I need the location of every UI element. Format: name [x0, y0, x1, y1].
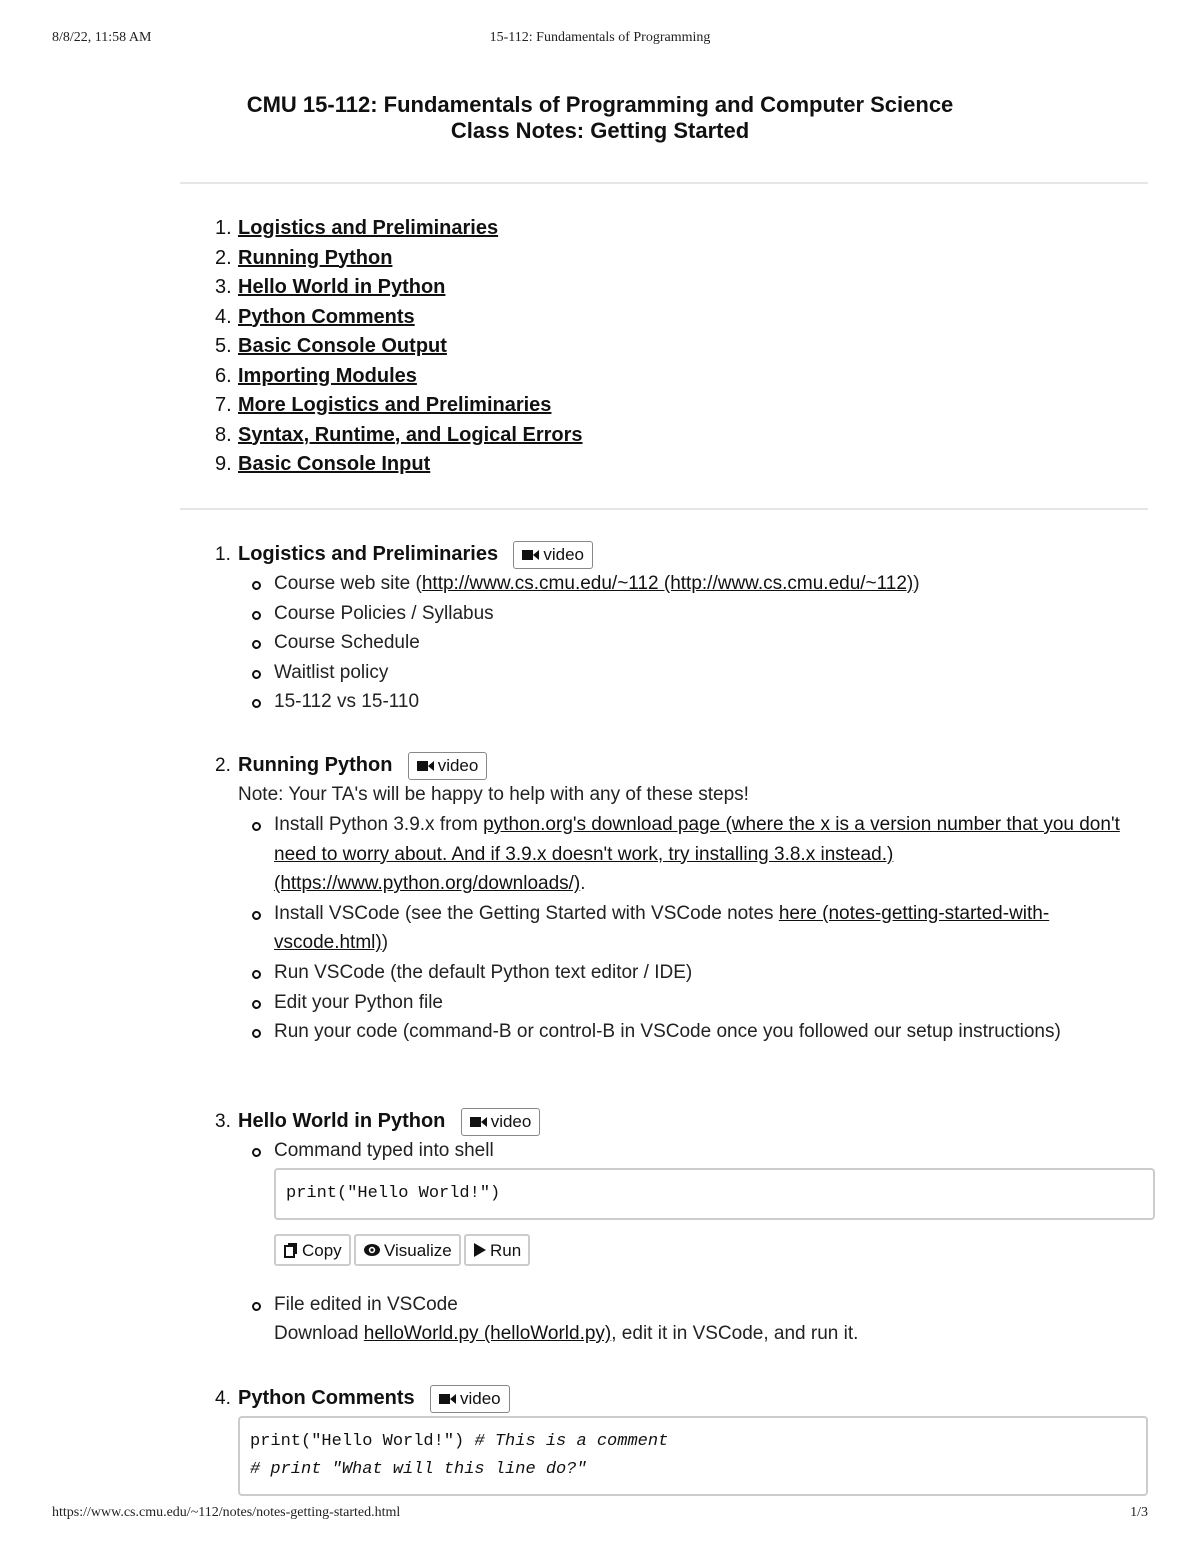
bullet-list	[215, 810, 1155, 1047]
run-button[interactable]	[464, 1234, 530, 1266]
video-button[interactable]	[408, 752, 488, 780]
video-camera-icon	[439, 1393, 457, 1405]
play-icon	[473, 1242, 487, 1258]
list-item: Edit your Python file	[274, 988, 1155, 1018]
video-button-label: video	[459, 1388, 501, 1408]
print-footer	[0, 1505, 1200, 1525]
section-number: 4.	[215, 1388, 231, 1409]
bullet-list	[215, 569, 1155, 717]
print-header	[0, 30, 1200, 50]
video-button-label: video	[543, 544, 585, 564]
list-item: Run your code (command-B or control-B in VSCode once you followed our setup instructions)	[274, 1017, 1155, 1047]
section-heading	[215, 539, 1155, 569]
list-item-text: , edit it in VSCode, and run it.	[611, 1323, 859, 1345]
print-datetime: 8/8/22, 11:58 AM	[52, 30, 152, 45]
toc-link-errors[interactable]: Syntax, Runtime, and Logical Errors	[238, 423, 583, 446]
code-block[interactable]	[274, 1168, 1155, 1220]
print-url: https://www.cs.cmu.edu/~112/notes/notes-getting-started.html	[52, 1505, 401, 1520]
section-heading	[215, 750, 1155, 780]
list-item	[274, 810, 1155, 899]
toc-item	[215, 273, 583, 303]
code-line	[250, 1428, 1136, 1456]
copy-button-label: Copy	[302, 1240, 342, 1260]
video-button-label: video	[490, 1111, 532, 1131]
list-item: Course Policies / Syllabus	[274, 599, 1155, 629]
toc-link-console-input[interactable]: Basic Console Input	[238, 453, 431, 475]
page-title-line2: Class Notes: Getting Started	[450, 118, 750, 143]
visualize-button[interactable]	[354, 1234, 461, 1266]
section-number: 1.	[215, 544, 231, 565]
section-running-python	[215, 750, 1155, 1047]
table-of-contents	[215, 214, 583, 480]
toc-number: 5.	[215, 335, 232, 357]
toc-item	[215, 391, 583, 421]
video-button[interactable]	[430, 1385, 510, 1413]
code-comment: # This is a comment	[474, 1432, 669, 1451]
list-item-text: )	[913, 573, 920, 594]
toc-link-console-output[interactable]: Basic Console Output	[238, 335, 447, 357]
print-page-title: 15-112: Fundamentals of Programming	[489, 30, 711, 45]
list-item: Course Schedule	[274, 628, 1155, 658]
toc-item	[215, 362, 583, 392]
list-item-text: File edited in VSCode	[274, 1293, 458, 1315]
code-line: print("Hello World!")	[286, 1183, 501, 1203]
toc-number: 2.	[215, 246, 232, 269]
section-number: 3.	[215, 1111, 231, 1132]
list-item-text: .	[580, 873, 586, 895]
visualize-button-label: Visualize	[383, 1240, 452, 1260]
page-number: 1/3	[1130, 1505, 1148, 1520]
list-item-text: Course web site (	[274, 573, 422, 594]
code-text: print("Hello World!")	[250, 1432, 475, 1451]
toc-item	[215, 450, 583, 480]
list-item-text: Command typed into shell	[274, 1140, 494, 1161]
vscode-notes-link[interactable]: here (notes-getting-started-with-vscode.html)	[274, 902, 1050, 954]
divider	[180, 182, 1148, 184]
toc-number: 6.	[215, 364, 232, 387]
toc-item	[215, 303, 583, 333]
toc-number: 7.	[215, 394, 232, 416]
section-title: Python Comments	[238, 1387, 415, 1409]
section-number: 2.	[215, 755, 231, 776]
toc-link-logistics[interactable]: Logistics and Preliminaries	[238, 217, 499, 239]
section-title: Running Python	[238, 754, 393, 776]
page-title-line1: CMU 15-112: Fundamentals of Programming and Computer Science	[246, 92, 954, 117]
toc-item	[215, 244, 583, 274]
python-download-link[interactable]: python.org's download page (where the x is a version number that you don't need to worry about. And if 3.9.x doesn't work, try installing 3.8.x instead.) (https://www.python.org/downloads/)	[274, 814, 1120, 895]
list-item: 15-112 vs 15-110	[274, 687, 1155, 717]
run-button-label: Run	[489, 1240, 522, 1260]
toc-link-python-comments[interactable]: Python Comments	[238, 305, 415, 328]
toc-item	[215, 421, 583, 451]
video-camera-icon	[522, 549, 540, 561]
toc-number: 1.	[215, 217, 232, 239]
list-item	[274, 1136, 1155, 1268]
list-item-text: )	[381, 932, 389, 954]
toc-number: 4.	[215, 305, 232, 328]
list-item-text: Install VSCode (see the Getting Started with VSCode notes	[274, 902, 779, 924]
bullet-list	[215, 1136, 1155, 1349]
list-item-text: Download	[274, 1323, 364, 1345]
eye-icon	[363, 1243, 381, 1257]
copy-button[interactable]	[274, 1234, 351, 1266]
toc-link-more-logistics[interactable]: More Logistics and Preliminaries	[238, 394, 552, 416]
code-toolbar	[274, 1234, 1155, 1268]
video-button[interactable]	[513, 541, 593, 569]
video-camera-icon	[417, 760, 435, 772]
list-item: Run VSCode (the default Python text editor / IDE)	[274, 958, 1155, 988]
page-title	[0, 92, 1200, 144]
video-camera-icon	[470, 1116, 488, 1128]
copy-icon	[283, 1242, 299, 1258]
toc-link-hello-world[interactable]: Hello World in Python	[238, 276, 446, 298]
toc-item	[215, 332, 583, 362]
toc-item	[215, 214, 583, 244]
video-button-label: video	[437, 755, 479, 775]
section-heading	[215, 1106, 1155, 1136]
list-item	[274, 569, 1155, 599]
list-item	[274, 1290, 1155, 1349]
toc-link-importing-modules[interactable]: Importing Modules	[238, 364, 417, 387]
section-python-comments	[215, 1383, 1155, 1496]
hello-world-download-link[interactable]: helloWorld.py (helloWorld.py)	[363, 1323, 612, 1345]
section-title: Hello World in Python	[238, 1110, 446, 1132]
list-item: Waitlist policy	[274, 658, 1155, 688]
section-title: Logistics and Preliminaries	[238, 543, 499, 565]
toc-number: 8.	[215, 423, 232, 446]
section-hello-world	[215, 1106, 1155, 1349]
section-logistics	[215, 539, 1155, 717]
toc-number: 9.	[215, 453, 232, 475]
course-web-site-link[interactable]: http://www.cs.cmu.edu/~112 (http://www.cs.cmu.edu/~112)	[421, 573, 914, 594]
toc-link-running-python[interactable]: Running Python	[238, 246, 393, 269]
section-heading	[215, 1383, 1155, 1413]
list-item	[274, 899, 1155, 958]
divider	[180, 508, 1148, 510]
list-item-text: Install Python 3.9.x from	[274, 814, 484, 835]
note-text: Note: Your TA's will be happy to help with any of these steps!	[238, 784, 749, 805]
video-button[interactable]	[461, 1108, 541, 1136]
code-block[interactable]	[238, 1416, 1148, 1496]
toc-number: 3.	[215, 276, 232, 298]
code-line: # print "What will this line do?"	[250, 1460, 587, 1479]
